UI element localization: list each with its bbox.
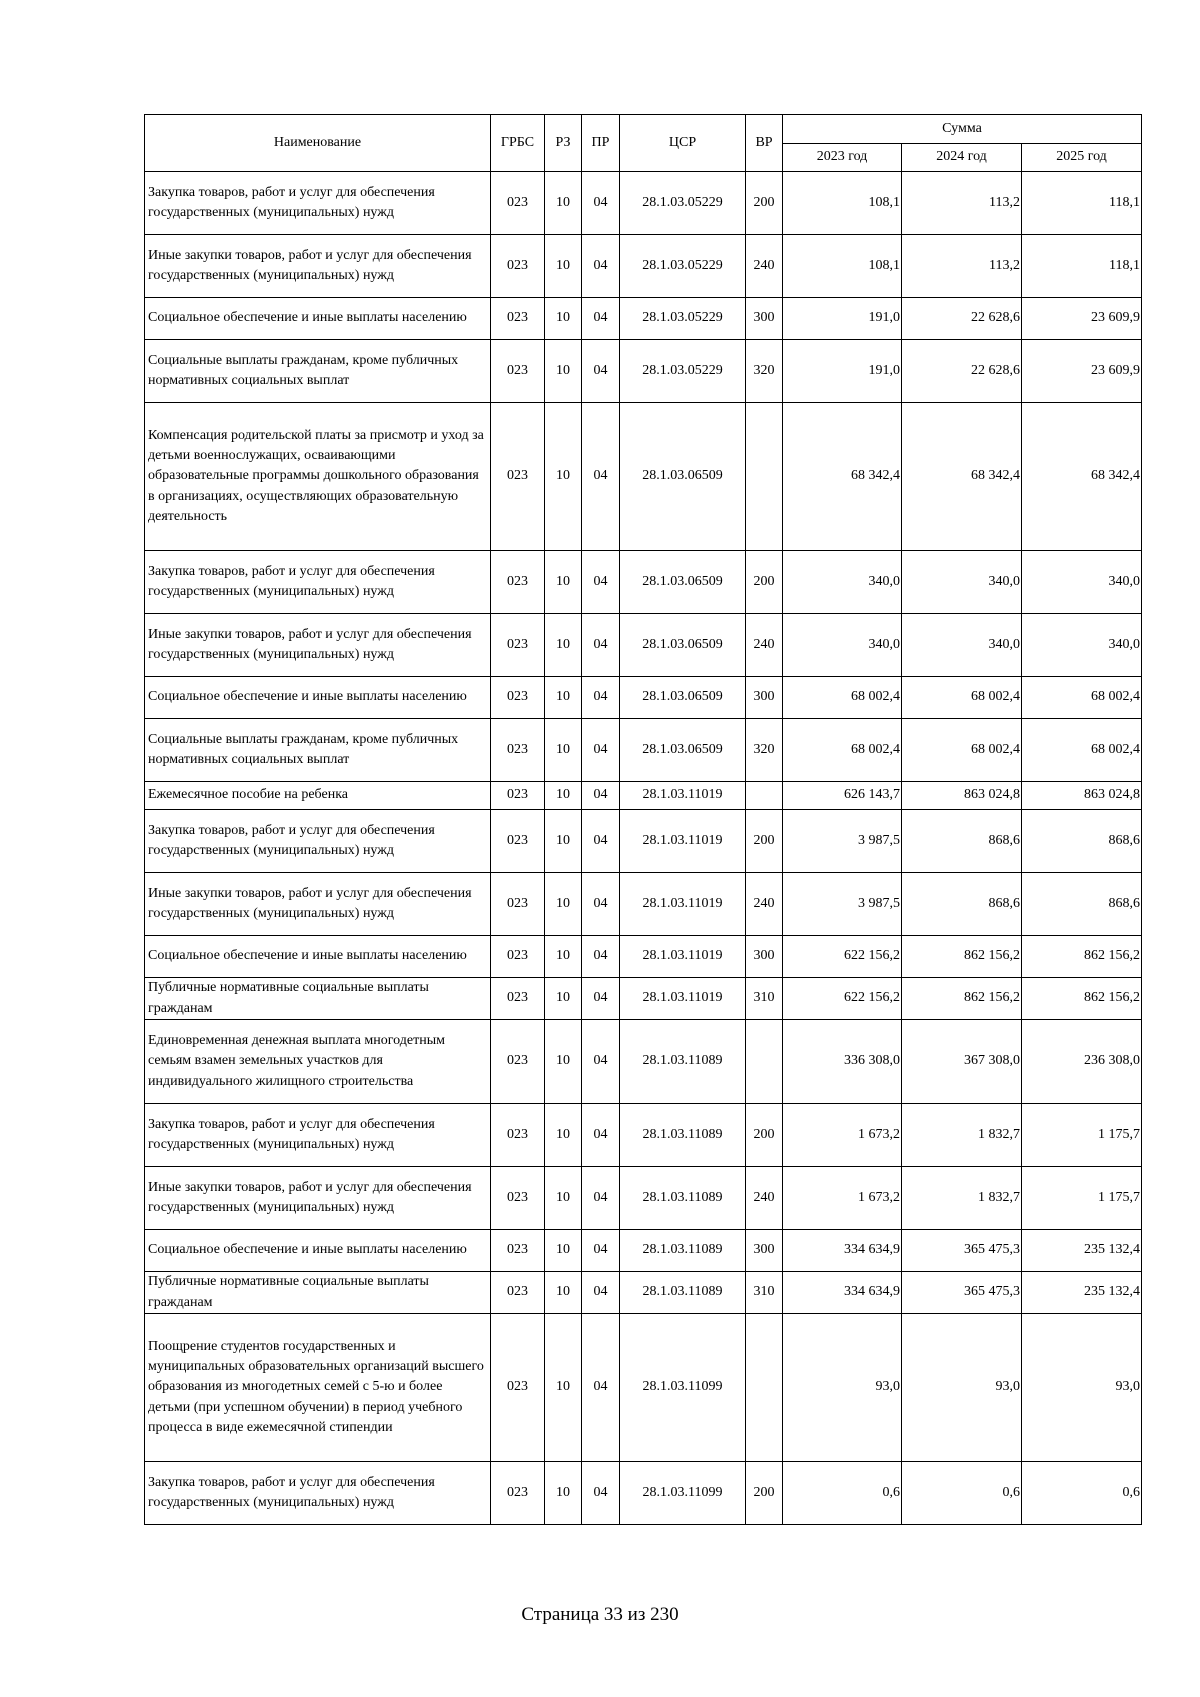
row-csr: 28.1.03.11089 [620, 1104, 746, 1167]
table-row [145, 298, 1142, 340]
row-amount-2025: 862 156,2 [1022, 936, 1142, 978]
row-csr: 28.1.03.06509 [620, 677, 746, 719]
row-rz: 10 [545, 1462, 582, 1525]
table-row [145, 1272, 1142, 1314]
row-pr: 04 [582, 1314, 620, 1462]
row-csr: 28.1.03.05229 [620, 172, 746, 235]
row-csr: 28.1.03.06509 [620, 719, 746, 782]
row-vr: 200 [746, 810, 783, 873]
table-row [145, 873, 1142, 936]
row-grbs: 023 [491, 978, 545, 1020]
row-amount-2024: 68 002,4 [902, 677, 1022, 719]
row-grbs: 023 [491, 235, 545, 298]
row-amount-2024: 93,0 [902, 1314, 1022, 1462]
row-name: Ежемесячное пособие на ребенка [145, 782, 491, 810]
row-vr [746, 403, 783, 551]
row-csr: 28.1.03.05229 [620, 340, 746, 403]
row-amount-2025: 863 024,8 [1022, 782, 1142, 810]
row-pr: 04 [582, 172, 620, 235]
row-amount-2024: 367 308,0 [902, 1020, 1022, 1104]
row-name: Единовременная денежная выплата многодетным семьям взамен земельных участков для индивидуального жилищного строительства [145, 1020, 491, 1104]
row-name: Закупка товаров, работ и услуг для обеспечения государственных (муниципальных) нужд [145, 1104, 491, 1167]
row-amount-2025: 868,6 [1022, 873, 1142, 936]
row-pr: 04 [582, 719, 620, 782]
row-amount-2023: 1 673,2 [783, 1167, 902, 1230]
row-amount-2025: 68 002,4 [1022, 719, 1142, 782]
row-name: Закупка товаров, работ и услуг для обеспечения государственных (муниципальных) нужд [145, 1462, 491, 1525]
row-amount-2023: 334 634,9 [783, 1230, 902, 1272]
row-rz: 10 [545, 1314, 582, 1462]
row-pr: 04 [582, 1104, 620, 1167]
row-rz: 10 [545, 614, 582, 677]
row-name: Иные закупки товаров, работ и услуг для обеспечения государственных (муниципальных) нужд [145, 235, 491, 298]
row-amount-2024: 113,2 [902, 235, 1022, 298]
row-amount-2024: 22 628,6 [902, 298, 1022, 340]
table-row [145, 614, 1142, 677]
row-pr: 04 [582, 298, 620, 340]
row-amount-2024: 868,6 [902, 810, 1022, 873]
row-csr: 28.1.03.11019 [620, 873, 746, 936]
row-amount-2023: 622 156,2 [783, 936, 902, 978]
row-vr: 300 [746, 1230, 783, 1272]
table-row [145, 1462, 1142, 1525]
row-rz: 10 [545, 936, 582, 978]
row-grbs: 023 [491, 873, 545, 936]
table-row [145, 235, 1142, 298]
row-pr: 04 [582, 810, 620, 873]
row-amount-2023: 108,1 [783, 172, 902, 235]
row-grbs: 023 [491, 1020, 545, 1104]
row-amount-2023: 0,6 [783, 1462, 902, 1525]
row-amount-2025: 118,1 [1022, 172, 1142, 235]
row-amount-2025: 93,0 [1022, 1314, 1142, 1462]
row-csr: 28.1.03.05229 [620, 235, 746, 298]
row-amount-2025: 68 342,4 [1022, 403, 1142, 551]
row-csr: 28.1.03.11099 [620, 1462, 746, 1525]
row-amount-2024: 862 156,2 [902, 978, 1022, 1020]
row-rz: 10 [545, 551, 582, 614]
row-amount-2023: 93,0 [783, 1314, 902, 1462]
header-vr: ВР [746, 115, 783, 172]
row-vr: 300 [746, 298, 783, 340]
row-vr: 200 [746, 1104, 783, 1167]
row-vr: 200 [746, 172, 783, 235]
row-amount-2024: 365 475,3 [902, 1272, 1022, 1314]
table-row [145, 978, 1142, 1020]
row-rz: 10 [545, 1104, 582, 1167]
table-row [145, 1020, 1142, 1104]
row-pr: 04 [582, 1167, 620, 1230]
row-amount-2023: 336 308,0 [783, 1020, 902, 1104]
table-row [145, 172, 1142, 235]
row-name: Поощрение студентов государственных и муниципальных образовательных организаций высшего образования из многодетных семей с 5-ю и более детьми (при успешном обучении) в период учебного процесса в виде ежемесячной стипендии [145, 1314, 491, 1462]
row-name: Закупка товаров, работ и услуг для обеспечения государственных (муниципальных) нужд [145, 551, 491, 614]
row-amount-2023: 622 156,2 [783, 978, 902, 1020]
row-vr: 300 [746, 677, 783, 719]
row-pr: 04 [582, 340, 620, 403]
header-year-2025: 2025 год [1022, 144, 1142, 172]
page-number: Страница 33 из 230 [521, 1604, 679, 1625]
row-csr: 28.1.03.11019 [620, 978, 746, 1020]
header-year-2024: 2024 год [902, 144, 1022, 172]
row-name: Публичные нормативные социальные выплаты гражданам [145, 978, 491, 1020]
row-amount-2025: 340,0 [1022, 614, 1142, 677]
row-vr: 200 [746, 1462, 783, 1525]
row-grbs: 023 [491, 1230, 545, 1272]
row-vr [746, 1020, 783, 1104]
table-row [145, 782, 1142, 810]
row-amount-2024: 22 628,6 [902, 340, 1022, 403]
row-vr: 240 [746, 614, 783, 677]
row-vr: 240 [746, 873, 783, 936]
row-rz: 10 [545, 782, 582, 810]
table-row [145, 810, 1142, 873]
row-pr: 04 [582, 978, 620, 1020]
row-vr: 300 [746, 936, 783, 978]
row-csr: 28.1.03.11019 [620, 782, 746, 810]
budget-table [144, 114, 1142, 1525]
table-row [145, 1314, 1142, 1462]
row-amount-2023: 1 673,2 [783, 1104, 902, 1167]
row-csr: 28.1.03.06509 [620, 551, 746, 614]
row-amount-2024: 68 342,4 [902, 403, 1022, 551]
row-csr: 28.1.03.11099 [620, 1314, 746, 1462]
row-amount-2025: 68 002,4 [1022, 677, 1142, 719]
row-csr: 28.1.03.11089 [620, 1272, 746, 1314]
row-rz: 10 [545, 235, 582, 298]
table-row [145, 1230, 1142, 1272]
row-rz: 10 [545, 1020, 582, 1104]
header-sum: Сумма [783, 115, 1142, 144]
row-amount-2024: 862 156,2 [902, 936, 1022, 978]
row-csr: 28.1.03.06509 [620, 403, 746, 551]
row-amount-2025: 1 175,7 [1022, 1104, 1142, 1167]
row-name: Иные закупки товаров, работ и услуг для обеспечения государственных (муниципальных) нужд [145, 873, 491, 936]
row-amount-2023: 3 987,5 [783, 810, 902, 873]
row-grbs: 023 [491, 172, 545, 235]
row-amount-2025: 0,6 [1022, 1462, 1142, 1525]
row-name: Социальные выплаты гражданам, кроме публичных нормативных социальных выплат [145, 340, 491, 403]
row-amount-2025: 235 132,4 [1022, 1230, 1142, 1272]
row-vr: 200 [746, 551, 783, 614]
row-amount-2025: 340,0 [1022, 551, 1142, 614]
row-grbs: 023 [491, 614, 545, 677]
row-amount-2023: 191,0 [783, 340, 902, 403]
row-name: Социальное обеспечение и иные выплаты населению [145, 936, 491, 978]
row-amount-2024: 863 024,8 [902, 782, 1022, 810]
row-rz: 10 [545, 810, 582, 873]
row-pr: 04 [582, 677, 620, 719]
row-vr: 240 [746, 235, 783, 298]
row-amount-2024: 340,0 [902, 551, 1022, 614]
row-csr: 28.1.03.11019 [620, 810, 746, 873]
row-vr [746, 782, 783, 810]
table-row [145, 1104, 1142, 1167]
row-rz: 10 [545, 873, 582, 936]
row-vr: 320 [746, 719, 783, 782]
row-amount-2025: 118,1 [1022, 235, 1142, 298]
row-amount-2023: 68 002,4 [783, 719, 902, 782]
row-name: Компенсация родительской платы за присмотр и уход за детьми военнослужащих, осваивающими образовательные программы дошкольного образования в организациях, осуществляющих образовательную деятельность [145, 403, 491, 551]
row-grbs: 023 [491, 1314, 545, 1462]
row-grbs: 023 [491, 719, 545, 782]
row-amount-2024: 0,6 [902, 1462, 1022, 1525]
row-amount-2024: 1 832,7 [902, 1167, 1022, 1230]
row-name: Закупка товаров, работ и услуг для обеспечения государственных (муниципальных) нужд [145, 172, 491, 235]
row-grbs: 023 [491, 340, 545, 403]
row-amount-2024: 868,6 [902, 873, 1022, 936]
row-csr: 28.1.03.11089 [620, 1230, 746, 1272]
row-amount-2024: 365 475,3 [902, 1230, 1022, 1272]
row-pr: 04 [582, 936, 620, 978]
row-pr: 04 [582, 873, 620, 936]
row-grbs: 023 [491, 677, 545, 719]
row-amount-2023: 68 002,4 [783, 677, 902, 719]
row-name: Закупка товаров, работ и услуг для обеспечения государственных (муниципальных) нужд [145, 810, 491, 873]
row-name: Социальное обеспечение и иные выплаты населению [145, 1230, 491, 1272]
row-grbs: 023 [491, 810, 545, 873]
row-csr: 28.1.03.06509 [620, 614, 746, 677]
row-grbs: 023 [491, 782, 545, 810]
header-name: Наименование [145, 115, 491, 172]
row-amount-2023: 334 634,9 [783, 1272, 902, 1314]
header-year-2023: 2023 год [783, 144, 902, 172]
row-amount-2024: 1 832,7 [902, 1104, 1022, 1167]
row-csr: 28.1.03.11089 [620, 1167, 746, 1230]
header-csr: ЦСР [620, 115, 746, 172]
row-pr: 04 [582, 1230, 620, 1272]
row-grbs: 023 [491, 936, 545, 978]
row-grbs: 023 [491, 1272, 545, 1314]
row-csr: 28.1.03.05229 [620, 298, 746, 340]
table-row [145, 677, 1142, 719]
row-rz: 10 [545, 298, 582, 340]
row-vr [746, 1314, 783, 1462]
row-amount-2023: 340,0 [783, 614, 902, 677]
row-pr: 04 [582, 782, 620, 810]
row-pr: 04 [582, 1272, 620, 1314]
row-pr: 04 [582, 614, 620, 677]
row-pr: 04 [582, 403, 620, 551]
row-rz: 10 [545, 719, 582, 782]
row-amount-2024: 340,0 [902, 614, 1022, 677]
table-row [145, 340, 1142, 403]
row-csr: 28.1.03.11089 [620, 1020, 746, 1104]
header-pr: ПР [582, 115, 620, 172]
row-amount-2023: 108,1 [783, 235, 902, 298]
table-row [145, 403, 1142, 551]
row-rz: 10 [545, 172, 582, 235]
row-rz: 10 [545, 403, 582, 551]
row-amount-2023: 340,0 [783, 551, 902, 614]
row-amount-2025: 23 609,9 [1022, 298, 1142, 340]
row-amount-2023: 626 143,7 [783, 782, 902, 810]
row-amount-2023: 68 342,4 [783, 403, 902, 551]
row-amount-2025: 23 609,9 [1022, 340, 1142, 403]
row-rz: 10 [545, 1167, 582, 1230]
row-amount-2024: 113,2 [902, 172, 1022, 235]
row-amount-2023: 191,0 [783, 298, 902, 340]
row-amount-2024: 68 002,4 [902, 719, 1022, 782]
row-pr: 04 [582, 235, 620, 298]
row-amount-2023: 3 987,5 [783, 873, 902, 936]
table-row [145, 719, 1142, 782]
row-amount-2025: 862 156,2 [1022, 978, 1142, 1020]
row-amount-2025: 868,6 [1022, 810, 1142, 873]
row-rz: 10 [545, 340, 582, 403]
row-amount-2025: 235 132,4 [1022, 1272, 1142, 1314]
row-vr: 310 [746, 1272, 783, 1314]
row-vr: 310 [746, 978, 783, 1020]
row-pr: 04 [582, 1462, 620, 1525]
table-row [145, 936, 1142, 978]
row-amount-2025: 1 175,7 [1022, 1167, 1142, 1230]
row-name: Социальное обеспечение и иные выплаты населению [145, 298, 491, 340]
table-row [145, 1167, 1142, 1230]
row-amount-2025: 236 308,0 [1022, 1020, 1142, 1104]
row-grbs: 023 [491, 1104, 545, 1167]
row-rz: 10 [545, 1230, 582, 1272]
table-row [145, 551, 1142, 614]
row-rz: 10 [545, 677, 582, 719]
row-grbs: 023 [491, 403, 545, 551]
row-rz: 10 [545, 1272, 582, 1314]
header-grbs: ГРБС [491, 115, 545, 172]
row-grbs: 023 [491, 551, 545, 614]
header-rz: РЗ [545, 115, 582, 172]
row-pr: 04 [582, 551, 620, 614]
row-name: Иные закупки товаров, работ и услуг для обеспечения государственных (муниципальных) нужд [145, 1167, 491, 1230]
row-rz: 10 [545, 978, 582, 1020]
row-name: Социальные выплаты гражданам, кроме публичных нормативных социальных выплат [145, 719, 491, 782]
row-vr: 240 [746, 1167, 783, 1230]
row-pr: 04 [582, 1020, 620, 1104]
row-grbs: 023 [491, 298, 545, 340]
row-name: Иные закупки товаров, работ и услуг для обеспечения государственных (муниципальных) нужд [145, 614, 491, 677]
row-name: Социальное обеспечение и иные выплаты населению [145, 677, 491, 719]
row-grbs: 023 [491, 1167, 545, 1230]
row-name: Публичные нормативные социальные выплаты гражданам [145, 1272, 491, 1314]
row-grbs: 023 [491, 1462, 545, 1525]
row-vr: 320 [746, 340, 783, 403]
table-body [145, 172, 1142, 1525]
row-csr: 28.1.03.11019 [620, 936, 746, 978]
